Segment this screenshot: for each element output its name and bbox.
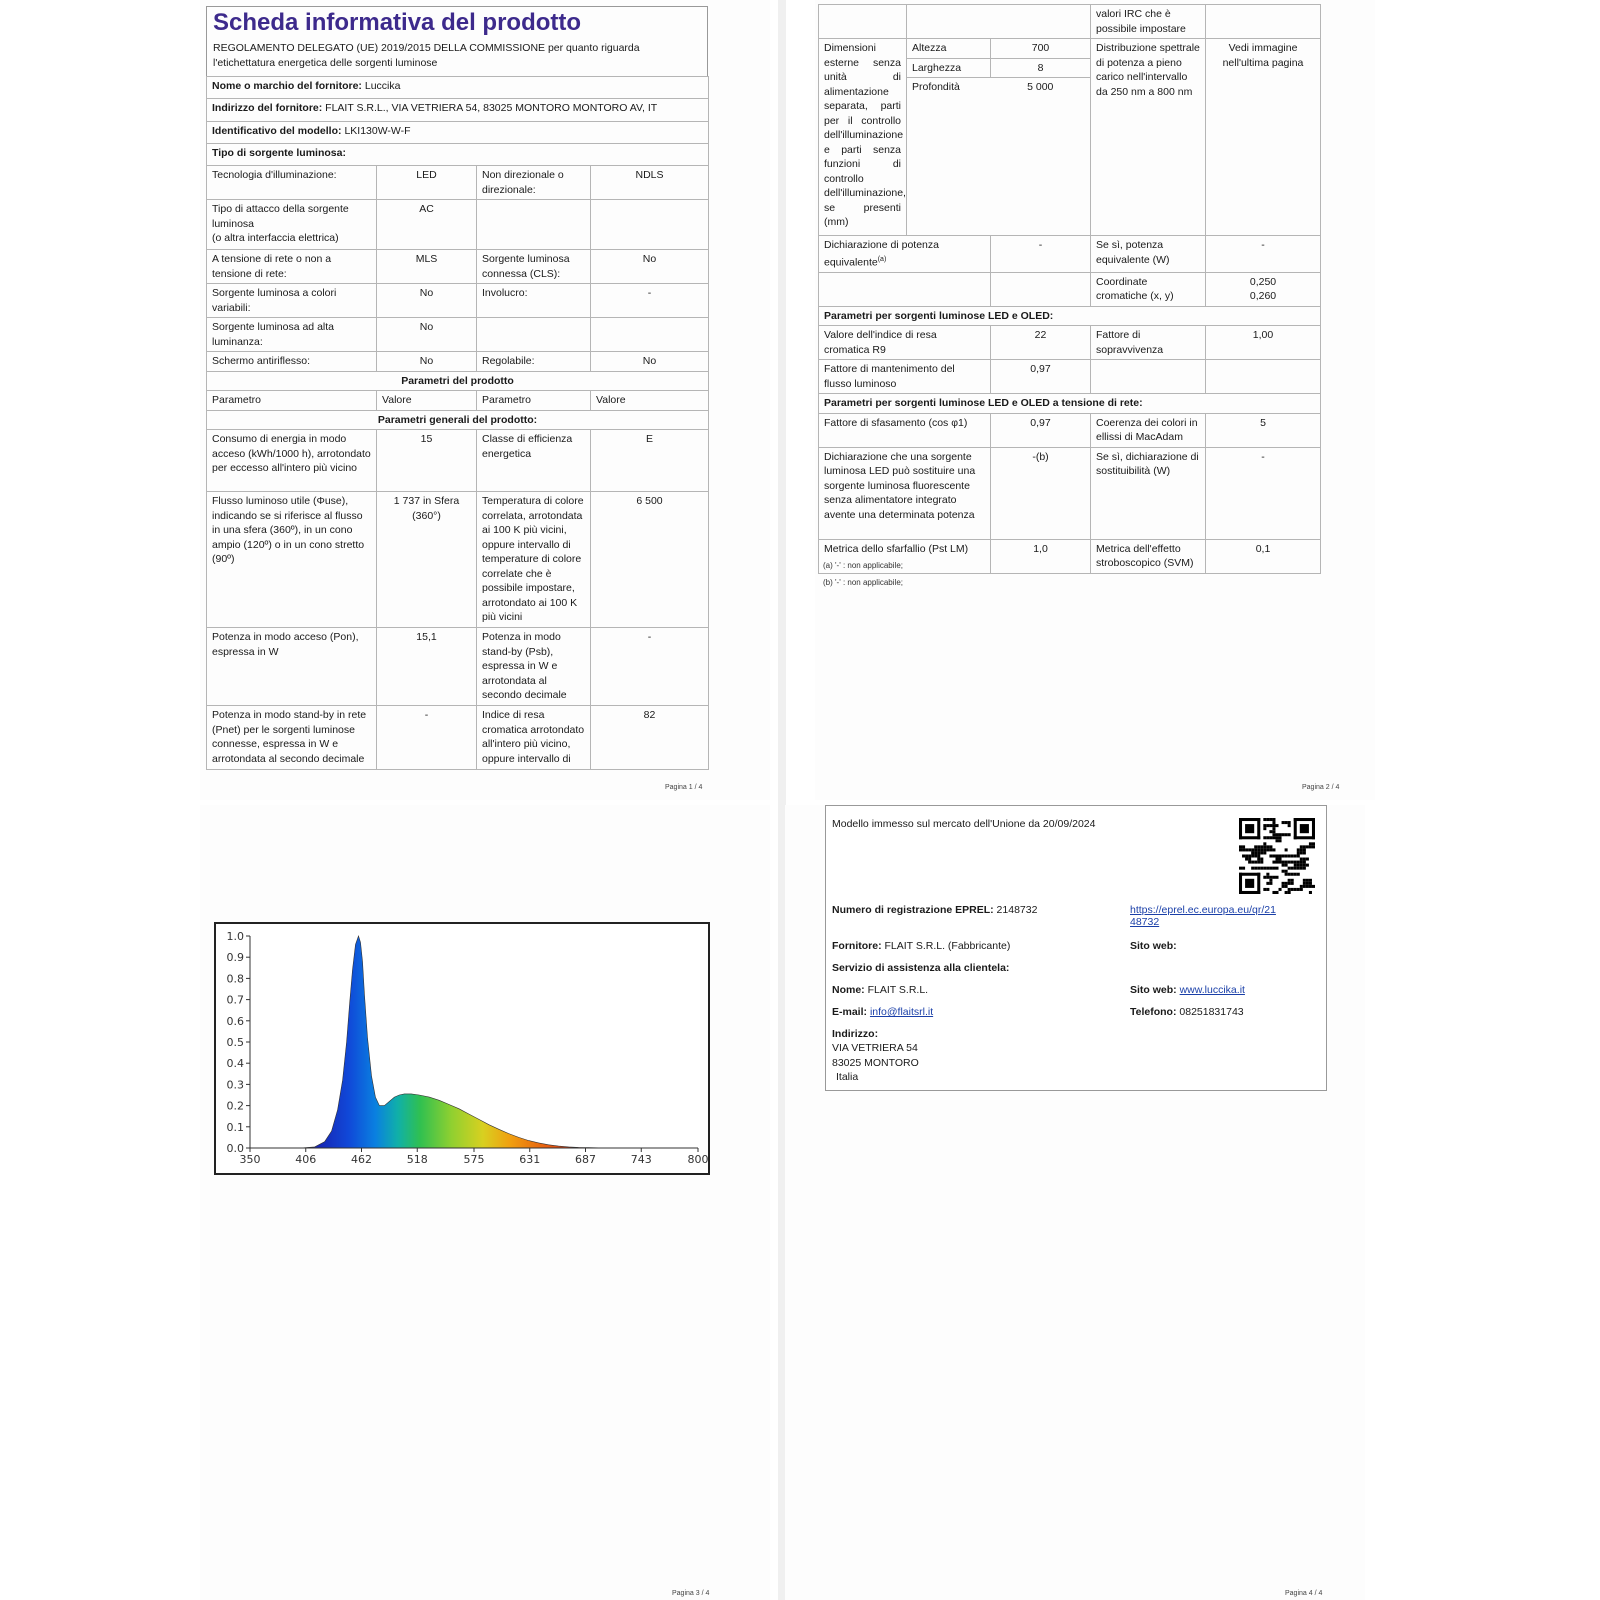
page-4 (785, 805, 1365, 1600)
dimensions-label: Dimensioni esterne senza unità di alimentazione separata, parti per il controllo dell'illuminazione e parti senza funzioni di controllo dell'illuminazione, se presenti (mm) (819, 39, 907, 236)
supplier-value: Luccika (364, 80, 401, 92)
y-tick-label: 0.8 (226, 972, 244, 986)
product-params-title: Parametri del prodotto (207, 371, 709, 391)
address-label-text: Indirizzo: (832, 1028, 879, 1040)
cell: valori IRC che è possibile impostare (1091, 5, 1206, 39)
chroma-values (1206, 272, 1321, 306)
svm-label: Metrica dell'effetto stroboscopico (SVM) (1091, 539, 1206, 573)
spectral-chart (214, 922, 710, 1175)
name-label: Nome: (832, 984, 865, 996)
cell: - (591, 628, 709, 706)
lumen-maint-label: Fattore di mantenimento del flusso luminoso (819, 360, 991, 394)
spd-value: Vedi immagine nell'ultima pagina (1206, 39, 1321, 236)
cell: LED (377, 166, 477, 200)
general-params-title: Parametri generali del prodotto: (207, 410, 709, 430)
svm-value: 0,1 (1206, 539, 1321, 573)
note-b: (b) '-' : non applicabile; (823, 578, 903, 587)
mains-title: Parametri per sorgenti luminose LED e OLED a tensione di rete: (819, 394, 1321, 414)
page-number: Pagina 4 / 4 (1285, 1590, 1323, 1597)
cell (1206, 360, 1321, 394)
source-type-label: Tipo di sorgente luminosa: (207, 144, 709, 166)
cell (477, 200, 591, 250)
macadam-label: Coerenza dei colori in ellissi di MacAdam (1091, 413, 1206, 447)
chroma-label: Coordinate cromatiche (x, y) (1091, 272, 1206, 306)
phone-label: Telefono: (1130, 1006, 1177, 1018)
r9-value: 22 (991, 326, 1091, 360)
y-tick-label: 0.9 (226, 951, 244, 965)
cell: Schermo antiriflesso: (207, 352, 377, 372)
supplier-label: Fornitore: (832, 940, 882, 952)
website-label-text: Sito web: (1130, 940, 1177, 952)
page-1 (200, 0, 770, 800)
y-tick-label: 1.0 (226, 930, 244, 943)
x-tick-label: 687 (575, 1153, 597, 1166)
email-row (832, 1006, 933, 1018)
supplier-value: FLAIT S.R.L. (Fabbricante) (884, 940, 1011, 952)
chroma-x: 0,250 (1249, 275, 1277, 288)
height-label: Altezza (907, 39, 991, 59)
height-value: 700 (991, 39, 1091, 59)
title-box (206, 6, 708, 41)
email-label: E-mail: (832, 1006, 868, 1018)
cell: Involucro: (477, 284, 591, 318)
address-row (207, 99, 709, 122)
model-value: LKI130W-W-F (344, 125, 411, 137)
equiv-w-label: Se sì, potenza equivalente (W) (1091, 236, 1206, 273)
website-label (1130, 940, 1177, 952)
replace-w-label: Se sì, dichiarazione di sostituibilità (W) (1091, 447, 1206, 539)
replace-label: Dichiarazione che una sorgente luminosa LED può sostituire una sorgente luminosa fluorescente senza alimentatore integrato avente una determinata potenza (819, 447, 991, 539)
cell (1206, 5, 1321, 39)
name-row (832, 984, 928, 996)
phone-row (1130, 1006, 1244, 1018)
cell: Potenza in modo acceso (Pon), espressa in W (207, 628, 377, 706)
cell: - (591, 284, 709, 318)
cell: AC (377, 200, 477, 250)
depth-value: 5 000 (991, 78, 1091, 236)
website-link[interactable]: www.luccika.it (1179, 984, 1245, 996)
cell: - (377, 706, 477, 770)
regulation-line-2: l'etichettatura energetica delle sorgenti luminose (213, 57, 438, 69)
table-row (819, 326, 1321, 360)
page-2 (815, 0, 1375, 800)
address-line-2: 83025 MONTORO (832, 1057, 919, 1069)
y-tick-label: 0.3 (226, 1078, 244, 1092)
address-line-3: Italia (836, 1071, 859, 1083)
x-tick-label: 631 (519, 1153, 541, 1166)
supplier-row (832, 940, 1010, 952)
table-row (207, 352, 709, 372)
y-tick-label: 0.2 (226, 1099, 244, 1113)
table-row (207, 628, 709, 706)
cell: A tensione di rete o non a tensione di rete: (207, 250, 377, 284)
cell (591, 200, 709, 250)
table-row (819, 447, 1321, 539)
cell (1091, 360, 1206, 394)
eprel-row (832, 904, 1037, 916)
note-a: (a) '-' : non applicabile; (823, 561, 903, 570)
page-title: Scheda informativa del prodotto (213, 9, 582, 36)
model-label: Identificativo del modello: (212, 125, 342, 137)
col-param: Parametro (207, 391, 377, 411)
x-tick-label: 406 (295, 1153, 317, 1166)
x-tick-label: 518 (406, 1153, 428, 1166)
cell (819, 5, 907, 39)
page-number: Pagina 3 / 4 (672, 1590, 710, 1597)
table-row (207, 706, 709, 770)
address-value: FLAIT S.R.L., VIA VETRIERA 54, 83025 MONTORO MONTORO AV, IT (325, 102, 658, 114)
width-value: 8 (991, 58, 1091, 78)
x-tick-label: 350 (239, 1153, 261, 1166)
qr-code (1239, 818, 1315, 894)
col-param: Parametro (477, 391, 591, 411)
cell (991, 272, 1091, 306)
eprel-label: Numero di registrazione EPREL: (832, 904, 994, 916)
cell: No (591, 250, 709, 284)
regulation-line-1: REGOLAMENTO DELEGATO (UE) 2019/2015 DELLA COMMISSIONE per quanto riguarda (213, 42, 640, 54)
width-label: Larghezza (907, 58, 991, 78)
service-label-text: Servizio di assistenza alla clientela: (832, 962, 1010, 974)
product-table-continued (818, 4, 1321, 574)
y-tick-label: 0.0 (226, 1142, 244, 1155)
cell: Sorgente luminosa connessa (CLS): (477, 250, 591, 284)
depth-label: Profondità (907, 78, 991, 236)
table-row (819, 272, 1321, 306)
equiv-sup: (a) (877, 255, 887, 263)
cell: Sorgente luminosa a colori variabili: (207, 284, 377, 318)
y-tick-label: 0.6 (226, 1014, 244, 1028)
name-value: FLAIT S.R.L. (867, 984, 929, 996)
market-line: Modello immesso sul mercato dell'Unione da 20/09/2024 (832, 818, 1096, 830)
cell: Non direzionale o direzionale: (477, 166, 591, 200)
address-line-1: VIA VETRIERA 54 (832, 1042, 918, 1054)
address-label (832, 1028, 878, 1040)
cell: Flusso luminoso utile (Φuse), indicando se si riferisce al flusso in una sfera (360º), in un cono ampio (120º) o in un cono stretto (90º) (207, 492, 377, 628)
cell: No (377, 318, 477, 352)
table-row (207, 166, 709, 200)
page-3 (200, 805, 770, 1600)
equiv-value: - (991, 236, 1091, 273)
table-row (819, 413, 1321, 447)
cell: 82 (591, 706, 709, 770)
eprel-link[interactable] (1130, 904, 1276, 928)
page-number: Pagina 1 / 4 (665, 784, 703, 791)
x-tick-label: 743 (630, 1153, 652, 1166)
cell: Tecnologia d'illuminazione: (207, 166, 377, 200)
phase-label: Fattore di sfasamento (cos φ1) (819, 413, 991, 447)
equiv-cell (819, 236, 991, 273)
cell: E (591, 430, 709, 492)
table-row (207, 492, 709, 628)
x-tick-label: 800 (687, 1153, 709, 1166)
cell: 6 500 (591, 492, 709, 628)
cell: No (377, 352, 477, 372)
table-row (207, 200, 709, 250)
email-link[interactable]: info@flaitsrl.it (869, 1006, 934, 1018)
r9-label: Valore dell'indice di resa cromatica R9 (819, 326, 991, 360)
macadam-value: 5 (1206, 413, 1321, 447)
cell: 1 737 in Sfera (360°) (377, 492, 477, 628)
y-tick-label: 0.1 (226, 1120, 244, 1134)
table-row (207, 250, 709, 284)
y-tick-label: 0.5 (226, 1036, 244, 1049)
phase-value: 0,97 (991, 413, 1091, 447)
website2-row (1130, 984, 1245, 996)
survival-value: 1,00 (1206, 326, 1321, 360)
cell: No (591, 352, 709, 372)
page-number: Pagina 2 / 4 (1302, 784, 1340, 791)
cell: Temperatura di colore correlata, arrotondata ai 100 K più vicini, oppure intervallo di temperature di colore correlate che è possibile impostare, arrotondato ai 100 K più vicini (477, 492, 591, 628)
cell: Tipo di attacco della sorgente luminosa (o altra interfaccia elettrica) (207, 200, 377, 250)
col-value: Valore (591, 391, 709, 411)
y-tick-label: 0.7 (226, 993, 244, 1007)
eprel-link-2[interactable]: 48732 (1130, 916, 1160, 928)
x-tick-label: 575 (463, 1153, 485, 1166)
replace-value: -(b) (991, 447, 1091, 539)
cell: Consumo di energia in modo acceso (kWh/1000 h), arrotondato per eccesso all'intero più vicino (207, 430, 377, 492)
col-value: Valore (377, 391, 477, 411)
equiv-label: Dichiarazione di potenza equivalente (824, 239, 939, 268)
cell: Potenza in modo stand-by in rete (Pnet) per le sorgenti luminose connesse, espressa in W e arrotondata al secondo decimale (207, 706, 377, 770)
table-row (819, 236, 1321, 273)
cell: Potenza in modo stand-by (Psb), espressa in W e arrotondata al secondo decimale (477, 628, 591, 706)
service-label (832, 962, 1009, 974)
cell: Sorgente luminosa ad alta luminanza: (207, 318, 377, 352)
supplier-row (207, 77, 709, 99)
cell (907, 5, 1091, 39)
phone-value: 08251831743 (1179, 1006, 1244, 1018)
address-label: Indirizzo del fornitore: (212, 102, 323, 114)
table-row (207, 284, 709, 318)
cell: No (377, 284, 477, 318)
y-tick-label: 0.4 (226, 1057, 244, 1071)
cell: Indice di resa cromatica arrotondato all'intero più vicino, oppure intervallo di (477, 706, 591, 770)
equiv-w-value: - (1206, 236, 1321, 273)
cell: NDLS (591, 166, 709, 200)
cell: 15 (377, 430, 477, 492)
cell: MLS (377, 250, 477, 284)
cell: Classe di efficienza energetica (477, 430, 591, 492)
table-row (207, 318, 709, 352)
x-tick-label: 462 (351, 1153, 373, 1166)
model-row (207, 122, 709, 144)
cell (591, 318, 709, 352)
table-row (207, 430, 709, 492)
website2-label: Sito web: (1130, 984, 1177, 996)
cell (819, 272, 991, 306)
flicker-label: Metrica dello sfarfallio (Pst LM) (819, 539, 991, 573)
eprel-value: 2148732 (996, 904, 1038, 916)
replace-w-value: - (1206, 447, 1321, 539)
lumen-maint-value: 0,97 (991, 360, 1091, 394)
column-header-row (207, 391, 709, 411)
survival-label: Fattore di sopravvivenza (1091, 326, 1206, 360)
led-oled-title: Parametri per sorgenti luminose LED e OLED: (819, 306, 1321, 326)
regulation-box (206, 40, 708, 77)
flicker-value: 1,0 (991, 539, 1091, 573)
cell (477, 318, 591, 352)
cell: Regolabile: (477, 352, 591, 372)
dimensions-row (819, 39, 1321, 59)
table-row (819, 360, 1321, 394)
eprel-link-1[interactable]: https://eprel.ec.europa.eu/qr/21 (1130, 904, 1276, 916)
spd-label: Distribuzione spettrale di potenza a pieno carico nell'intervallo da 250 nm a 800 nm (1091, 39, 1206, 236)
table-row (819, 5, 1321, 39)
product-table (206, 76, 709, 770)
supplier-label: Nome o marchio del fornitore: (212, 80, 362, 92)
supplier-info-box (825, 805, 1327, 1091)
chroma-y: 0,260 (1249, 290, 1277, 302)
cell: 15,1 (377, 628, 477, 706)
